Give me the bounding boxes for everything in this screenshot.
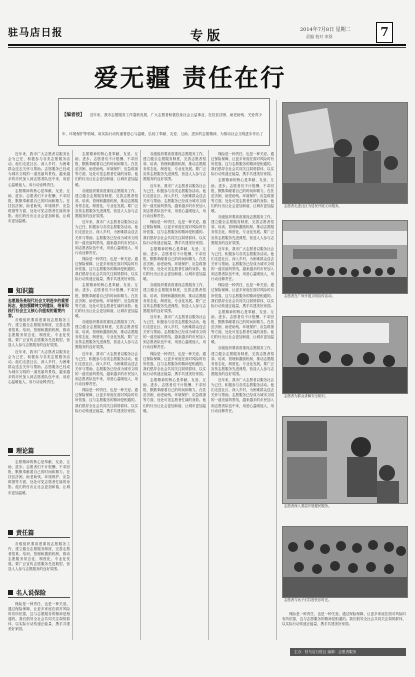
photo-safety-talk-image <box>283 317 407 393</box>
photo-square-event <box>282 220 408 294</box>
article-paragraph: 各级组织要高度重视志愿服务工作，建立健全志愿服务制度，完善志愿者招募、培训、管理和激励机制，推动志愿服务常态化、制度化、专业化发展。要广泛宣传志愿服务先进典型，营造人人参与志愿服务的良好氛围。 <box>143 152 206 182</box>
editor-credits: 责编 校对 审阅 <box>306 34 333 39</box>
article-paragraph: 近年来，我市广大志愿者以服务社会为己任，积极参与各类志愿服务活动。他们走进社区、深入乡村，为困难群众送去关怀与帮助。志愿服务已经成为城市文明的一道亮丽风景线，越来越多的市民加入到志愿者队伍中来，用爱心温暖他人，用行动诠释责任。 <box>75 351 138 387</box>
column-divider <box>72 150 73 640</box>
photo-children <box>282 526 408 598</box>
article-paragraph: 志愿精神的核心是奉献、友爱、互助、进步。志愿者们不计报酬、不求回报，默默奉献着自己的时间和精力。在扶贫济困、助老助残、环境保护、应急救援等方面，处处可见志愿者忙碌的身影。他们的付出让社会更加和谐，让城市更加温暖。 <box>143 378 206 413</box>
article-paragraph: 保险是一种责任，也是一种关爱。通过保险保障，让更多家庭在面对风险时有所依靠，这与志愿服务的精神是相通的。我们倡导全社会共同关注弱势群体，以实际行动传递正能量，携手共建美好家园。 <box>75 256 138 282</box>
section-heading-text: 知识篇 <box>16 288 35 295</box>
column-divider <box>276 100 277 640</box>
section-heading-responsibility <box>8 528 34 537</box>
editor-note-text: 近年来，我市志愿服务工作蓬勃发展，广大志愿者积极投身社会公益事业，在扶贫济困、助老助残、关爱青少年、环境保护等领域，用实际行动传递着爱心与温暖，弘扬了奉献、友爱、互助、进步的志愿精神，为推动社会文明进步作出了 <box>62 113 264 136</box>
article-paragraph: 近年来，我市广大志愿者以服务社会为己任，积极参与各类志愿服务活动。他们走进社区、深入乡村，为困难群众送去关怀与帮助。志愿服务已经成为城市文明的一道亮丽风景线，越来越多的市民加入到志愿者队伍中来，用爱心温暖他人，用行动诠释责任。 <box>8 349 70 385</box>
section-marker <box>8 448 13 453</box>
photo-service-booth-image <box>283 417 407 503</box>
section-heading-theory <box>8 446 34 455</box>
article-column <box>282 612 406 644</box>
section-heading-text: 名人说保险 <box>16 590 47 597</box>
article-paragraph: 各级组织要高度重视志愿服务工作，建立健全志愿服务制度，完善志愿者招募、培训、管理和激励机制，推动志愿服务常态化、制度化、专业化发展。要广泛宣传志愿服务先进典型，营造人人参与志愿服务的良好氛围。 <box>8 318 70 348</box>
article-paragraph: 志愿精神的核心是奉献、友爱、互助、进步。志愿者们不计报酬、不求回报，默默奉献着自己的时间和精力。在扶贫济困、助老助残、环境保护、应急救援等方面，处处可见志愿者忙碌的身影。他们的付出让社会更加和谐，让城市更加温暖。 <box>8 188 70 224</box>
masthead-rule <box>8 44 406 46</box>
issue-date: 2014年7月8日 星期二 <box>300 27 351 33</box>
photo-square-event-image <box>283 221 407 293</box>
section-marker <box>8 590 13 595</box>
article-paragraph: 近年来，我市广大志愿者以服务社会为己任，积极参与各类志愿服务活动。他们走进社区、深入乡村，为困难群众送去关怀与帮助。志愿服务已经成为城市文明的一道亮丽风景线，越来越多的市民加入到志愿者队伍中来，用爱心温暖他人，用行动诠释责任。 <box>211 246 274 282</box>
article-column <box>211 152 274 640</box>
section-heading-insurance <box>8 588 46 597</box>
article-paragraph: 近年来，我市广大志愿者以服务社会为己任，积极参与各类志愿服务活动。他们走进社区、深入乡村，为困难群众送去关怀与帮助。志愿服务已经成为城市文明的一道亮丽风景线，越来越多的市民加入到志愿者队伍中来，用爱心温暖他人，用行动诠释责任。 <box>211 378 274 413</box>
photo-caption: 志愿者深入基层开展便民服务。 <box>284 504 332 508</box>
section-rule <box>8 597 70 598</box>
column-divider <box>140 150 141 640</box>
article-paragraph: 各级组织要高度重视志愿服务工作，建立健全志愿服务制度，完善志愿者招募、培训、管理和激励机制，推动志愿服务常态化、制度化、专业化发展。要广泛宣传志愿服务先进典型，营造人人参与志愿服务的良好氛围。 <box>211 346 274 376</box>
article-column <box>8 318 70 436</box>
editor-note-box <box>58 98 270 146</box>
article-paragraph: 保险是一种责任，也是一种关爱。通过保险保障，让更多家庭在面对风险时有所依靠，这与志愿服务的精神是相通的。我们倡导全社会共同关注弱势群体，以实际行动传递正能量，携手共建美好家园。 <box>211 152 274 177</box>
article-paragraph: 保险是一种责任，也是一种关爱。通过保险保障，让更多家庭在面对风险时有所依靠，这与志愿服务的精神是相通的。我们倡导全社会共同关注弱势群体，以实际行动传递正能量，携手共建美好家园。 <box>282 612 406 627</box>
article-paragraph: 各级组织要高度重视志愿服务工作，建立健全志愿服务制度，完善志愿者招募、培训、管理和激励机制，推动志愿服务常态化、制度化、专业化发展。要广泛宣传志愿服务先进典型，营造人人参与志愿服务的良好氛围。 <box>143 283 206 313</box>
section-heading-knowledge <box>8 286 34 295</box>
photo-volunteer-clinic-image <box>283 103 407 203</box>
article-paragraph: 各级组织要高度重视志愿服务工作，建立健全志愿服务制度，完善志愿者招募、培训、管理和激励机制，推动志愿服务常态化、制度化、专业化发展。要广泛宣传志愿服务先进典型，营造人人参与志愿服务的良好氛围。 <box>75 188 138 219</box>
article-paragraph: 志愿精神的核心是奉献、友爱、互助、进步。志愿者们不计报酬、不求回报，默默奉献着自己的时间和精力。在扶贫济困、助老助残、环境保护、应急救援等方面，处处可见志愿者忙碌的身影。他们的付出让社会更加和谐，让城市更加温暖。 <box>211 178 274 214</box>
photo-caption: 志愿者在广场开展文明宣传活动。 <box>284 294 335 298</box>
article-paragraph: 保险是一种责任，也是一种关爱。通过保险保障，让更多家庭在面对风险时有所依靠，这与志愿服务的精神是相通的。我们倡导全社会共同关注弱势群体，以实际行动传递正能量，携手共建美好家园。 <box>143 351 206 376</box>
article-paragraph: 保险是一种责任，也是一种关爱。通过保险保障，让更多家庭在面对风险时有所依靠，这与志愿服务的精神是相通的。我们倡导全社会共同关注弱势群体，以实际行动传递正能量，携手共建美好家园。 <box>211 283 274 308</box>
page-footer: 主办：驻马店日报社 编辑：志愿者服务 <box>290 648 406 656</box>
article-paragraph: 志愿精神的核心是奉献、友爱、互助、进步。志愿者们不计报酬、不求回报，默默奉献着自己的时间和精力。在扶贫济困、助老助残、环境保护、应急救援等方面，处处可见志愿者忙碌的身影。他们的付出让社会更加和谐，让城市更加温暖。 <box>8 460 70 495</box>
article-paragraph: 志愿精神的核心是奉献、友爱、互助、进步。志愿者们不计报酬、不求回报，默默奉献着自己的时间和精力。在扶贫济困、助老助残、环境保护、应急救援等方面，处处可见志愿者忙碌的身影。他们的付出让社会更加和谐，让城市更加温暖。 <box>143 246 206 282</box>
article-column <box>8 542 70 582</box>
photo-caption: 志愿者与孩子们共度快乐时光。 <box>284 598 332 602</box>
masthead-rule-thin <box>8 47 406 48</box>
photo-caption: 志愿者走进社区为居民开展义诊服务。 <box>284 204 342 208</box>
article-column <box>8 602 70 644</box>
page-headline: 爱无疆 责任在行 <box>94 64 287 92</box>
section-marker <box>8 530 13 535</box>
section-rule <box>8 455 70 456</box>
article-paragraph: 各级组织要高度重视志愿服务工作，建立健全志愿服务制度，完善志愿者招募、培训、管理和激励机制，推动志愿服务常态化、制度化、专业化发展。要广泛宣传志愿服务先进典型，营造人人参与志愿服务的良好氛围。 <box>8 542 70 572</box>
article-column <box>8 152 70 280</box>
article-paragraph: 近年来，我市广大志愿者以服务社会为己任，积极参与各类志愿服务活动。他们走进社区、深入乡村，为困难群众送去关怀与帮助。志愿服务已经成为城市文明的一道亮丽风景线，越来越多的市民加入到志愿者队伍中来，用爱心温暖他人，用行动诠释责任。 <box>143 314 206 350</box>
article-paragraph: 保险是一种责任，也是一种关爱。通过保险保障，让更多家庭在面对风险时有所依靠，这与志愿服务的精神是相通的。我们倡导全社会共同关注弱势群体，以实际行动传递正能量，携手共建美好家园。 <box>143 220 206 245</box>
article-paragraph: 保险是一种责任，也是一种关爱。通过保险保障，让更多家庭在面对风险时有所依靠，这与志愿服务的精神是相通的。我们倡导全社会共同关注弱势群体，以实际行动传递正能量，携手共建美好家园。 <box>75 388 138 413</box>
page-number: 7 <box>376 22 393 43</box>
article-paragraph: 近年来，我市广大志愿者以服务社会为己任，积极参与各类志愿服务活动。他们走进社区、深入乡村，为困难群众送去关怀与帮助。志愿服务已经成为城市文明的一道亮丽风景线，越来越多的市民加入到志愿者队伍中来，用爱心温暖他人，用行动诠释责任。 <box>75 220 138 255</box>
article-paragraph: 志愿精神的核心是奉献、友爱、互助、进步。志愿者们不计报酬、不求回报，默默奉献着自己的时间和精力。在扶贫济困、助老助残、环境保护、应急救援等方面，处处可见志愿者忙碌的身影。他们的付出让社会更加和谐，让城市更加温暖。 <box>211 309 274 345</box>
section-rule <box>8 295 70 296</box>
article-column <box>75 152 138 640</box>
article-paragraph: 志愿精神的核心是奉献、友爱、互助、进步。志愿者们不计报酬、不求回报，默默奉献着自己的时间和精力。在扶贫济困、助老助残、环境保护、应急救援等方面，处处可见志愿者忙碌的身影。他们的付出让社会更加和谐，让城市更加温暖。 <box>75 283 138 318</box>
column-divider <box>208 150 209 640</box>
photo-service-booth <box>282 416 408 504</box>
section-marker <box>8 288 13 293</box>
section-heading-text: 责任篇 <box>16 530 35 537</box>
editor-note-tag: 【编者按】 <box>62 113 85 118</box>
photo-safety-talk <box>282 316 408 394</box>
article-column <box>143 152 206 640</box>
photo-caption: 志愿者为群众讲解安全知识。 <box>284 394 329 398</box>
article-paragraph: 各级组织要高度重视志愿服务工作，建立健全志愿服务制度，完善志愿者招募、培训、管理和激励机制，推动志愿服务常态化、制度化、专业化发展。要广泛宣传志愿服务先进典型，营造人人参与志愿服务的良好氛围。 <box>75 320 138 350</box>
photo-children-image <box>283 527 407 597</box>
article-paragraph: 保险是一种责任，也是一种关爱。通过保险保障，让更多家庭在面对风险时有所依靠，这与志愿服务的精神是相通的。我们倡导全社会共同关注弱势群体，以实际行动传递正能量，携手共建美好家园。 <box>8 602 70 632</box>
article-column <box>8 460 70 520</box>
section-subhead: 志愿服务是现代社会文明进步的重要标志，是加强精神文明建设、培育和践行社会主义核心价值观的重要内容。 <box>8 298 69 318</box>
article-paragraph: 志愿精神的核心是奉献、友爱、互助、进步。志愿者们不计报酬、不求回报，默默奉献着自己的时间和精力。在扶贫济困、助老助残、环境保护、应急救援等方面，处处可见志愿者忙碌的身影。他们的付出让社会更加和谐，让城市更加温暖。 <box>75 152 138 187</box>
section-heading-text: 理论篇 <box>16 448 35 455</box>
article-paragraph: 近年来，我市广大志愿者以服务社会为己任，积极参与各类志愿服务活动。他们走进社区、深入乡村，为困难群众送去关怀与帮助。志愿服务已经成为城市文明的一道亮丽风景线，越来越多的市民加入到志愿者队伍中来，用爱心温暖他人，用行动诠释责任。 <box>143 183 206 219</box>
section-title: 专版 <box>190 29 225 44</box>
section-rule <box>8 537 70 538</box>
article-paragraph: 近年来，我市广大志愿者以服务社会为己任，积极参与各类志愿服务活动。他们走进社区、深入乡村，为困难群众送去关怀与帮助。志愿服务已经成为城市文明的一道亮丽风景线，越来越多的市民加入到志愿者队伍中来，用爱心温暖他人，用行动诠释责任。 <box>8 152 70 187</box>
paper-name: 驻马店日报 <box>8 28 63 39</box>
photo-volunteer-clinic <box>282 102 408 204</box>
article-paragraph: 各级组织要高度重视志愿服务工作，建立健全志愿服务制度，完善志愿者招募、培训、管理和激励机制，推动志愿服务常态化、制度化、专业化发展。要广泛宣传志愿服务先进典型，营造人人参与志愿服务的良好氛围。 <box>211 215 274 245</box>
